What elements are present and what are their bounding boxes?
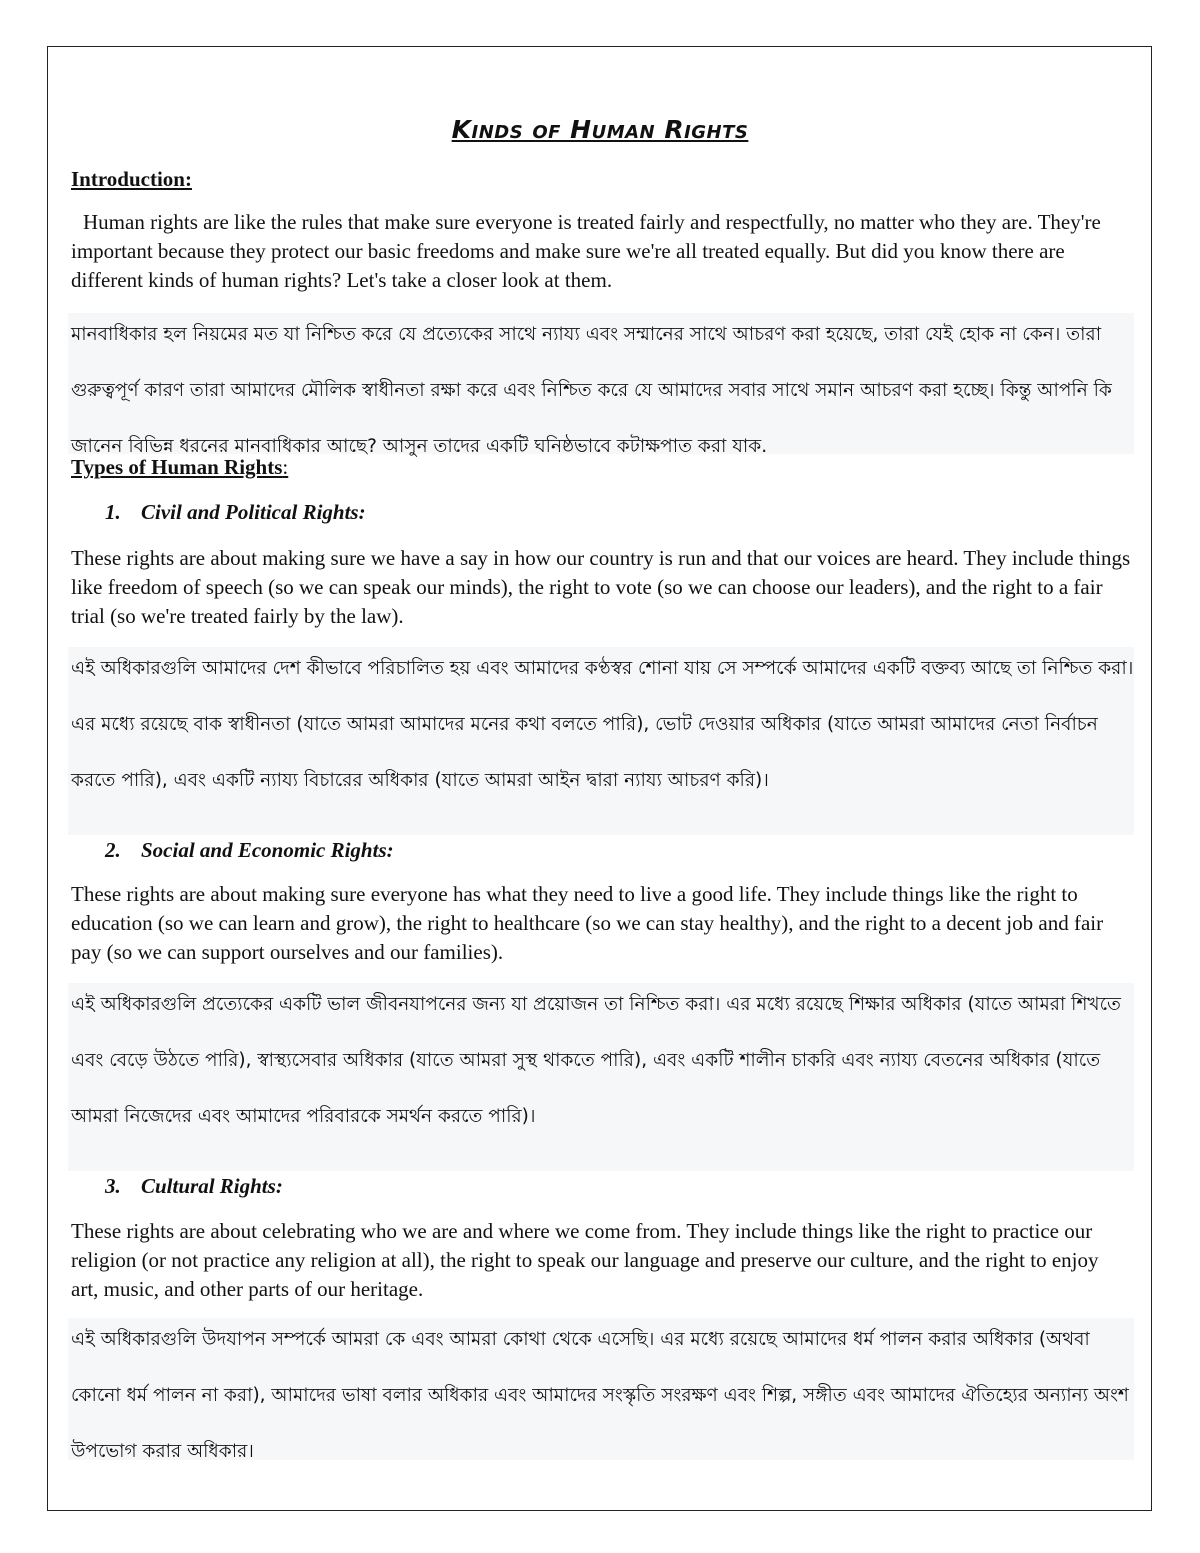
types-heading-colon: :	[282, 455, 289, 479]
section-3-title: Cultural Rights:	[141, 1174, 283, 1198]
section-1-number: 1.	[105, 500, 121, 524]
types-heading	[71, 455, 288, 480]
section-3-bengali-block	[68, 1318, 1134, 1460]
section-1-bengali-block	[68, 647, 1134, 835]
section-2-bengali-block	[68, 983, 1134, 1171]
introduction-bengali-block	[68, 313, 1134, 457]
section-2-heading	[105, 838, 394, 863]
types-heading-text: Types of Human Rights	[71, 455, 283, 479]
document-title: Kinds of Human Rights	[451, 115, 749, 144]
section-2-english-paragraph: These rights are about making sure everyone has what they need to live a good life. They include things like the right to education (so we can learn and grow), the right to healthcare (so we can stay healthy), and the right to a decent job and fair pay (so we can support ourselves and our families).	[71, 882, 1104, 964]
section-2-number: 2.	[105, 838, 121, 862]
introduction-bengali-paragraph: মানবাধিকার হল নিয়মের মত যা নিশ্চিত করে যে প্রত্যেকের সাথে ন্যায্য এবং সম্মানের সাথে আচরণ করা হয়েছে, তারা যেই হোক না কেন। তারা গুরুত্বপূর্ণ কারণ তারা আমাদের মৌলিক স্বাধীনতা রক্ষা করে এবং নিশ্চিত করে যে আমাদের সবার সাথে সমান আচরণ করা হচ্ছে। কিন্তু আপনি কি জানেন বিভিন্ন ধরনের মানবাধিকার আছে? আসুন তাদের একটি ঘনিষ্ঠভাবে কটাক্ষপাত করা যাক.	[71, 324, 1112, 457]
section-3-bengali-paragraph: এই অধিকারগুলি উদযাপন সম্পর্কে আমরা কে এবং আমরা কোথা থেকে এসেছি। এর মধ্যে রয়েছে আমাদের ধর্ম পালন করার অধিকার (অথবা কোনো ধর্ম পালন না করা), আমাদের ভাষা বলার অধিকার এবং আমাদের সংস্কৃতি সংরক্ষণ এবং শিল্প, সঙ্গীত এবং আমাদের ঐতিহ্যের অন্যান্য অংশ উপভোগ করার অধিকার।	[71, 1329, 1129, 1462]
section-1-english-paragraph: These rights are about making sure we have a say in how our country is run and that our voices are heard. They include things like freedom of speech (so we can speak our minds), the right to vote (so we can choose our leaders), and the right to a fair trial (so we're treated fairly by the law).	[71, 546, 1131, 628]
introduction-heading: Introduction:	[71, 167, 192, 191]
section-2-bengali-paragraph: এই অধিকারগুলি প্রত্যেকের একটি ভাল জীবনযাপনের জন্য যা প্রয়োজন তা নিশ্চিত করা। এর মধ্যে রয়েছে শিক্ষার অধিকার (যাতে আমরা শিখতে এবং বেড়ে উঠতে পারি), স্বাস্থ্যসেবার অধিকার (যাতে আমরা সুস্থ থাকতে পারি), এবং একটি শালীন চাকরি এবং ন্যায্য বেতনের অধিকার (যাতে আমরা নিজেদের এবং আমাদের পরিবারকে সমর্থন করতে পারি)।	[71, 994, 1121, 1127]
section-3-number: 3.	[105, 1174, 121, 1198]
introduction-english-paragraph: Human rights are like the rules that make sure everyone is treated fairly and respectfully, no matter who they are. They're important because they protect our basic freedoms and make sure we're all treated equally. But did you know there are different kinds of human rights? Let's take a closer look at them.	[71, 210, 1101, 292]
section-2-title: Social and Economic Rights:	[141, 838, 394, 862]
section-1-heading	[105, 500, 366, 525]
section-1-title: Civil and Political Rights:	[141, 500, 366, 524]
section-3-english-paragraph: These rights are about celebrating who we are and where we come from. They include things like the right to practice our religion (or not practice any religion at all), the right to speak our language and preserve our culture, and the right to enjoy art, music, and other parts of our heritage.	[71, 1219, 1099, 1301]
section-3-heading	[105, 1174, 283, 1199]
section-1-bengali-paragraph: এই অধিকারগুলি আমাদের দেশ কীভাবে পরিচালিত হয় এবং আমাদের কণ্ঠস্বর শোনা যায় সে সম্পর্কে আমাদের একটি বক্তব্য আছে তা নিশ্চিত করা। এর মধ্যে রয়েছে বাক স্বাধীনতা (যাতে আমরা আমাদের মনের কথা বলতে পারি), ভোট দেওয়ার অধিকার (যাতে আমরা আমাদের নেতা নির্বাচন করতে পারি), এবং একটি ন্যায্য বিচারের অধিকার (যাতে আমরা আইন দ্বারা ন্যায্য আচরণ করি)।	[71, 658, 1134, 791]
